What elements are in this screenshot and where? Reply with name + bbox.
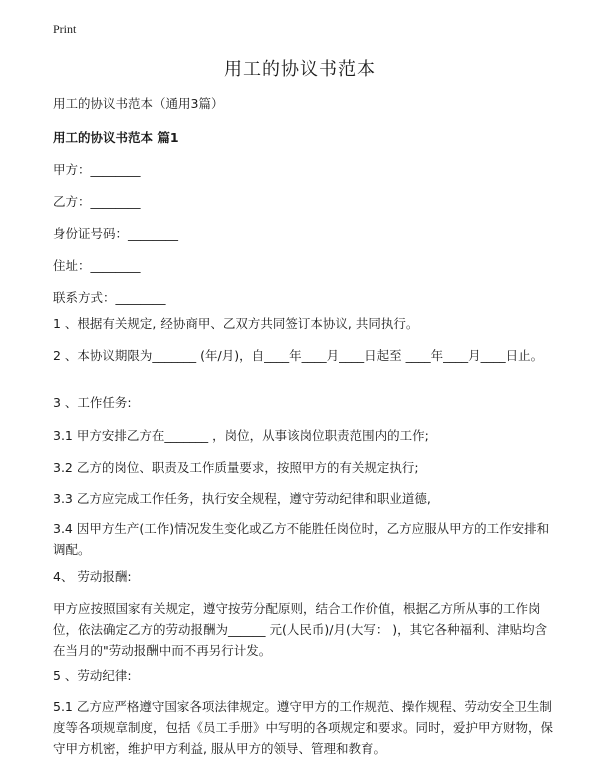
id-number-field: 身份证号码：________ (53, 226, 179, 241)
clause-4-body: 甲方应按照国家有关规定，遵守按劳分配原则，结合工作价值，根据乙方所从事的工作岗位，依法确定乙方的劳动报酬为______ 元(人民币)/月(大写： )，其它各种福利、津贴均含在当月的"劳动报酬中而不再另行计发。 (53, 601, 548, 658)
document-subtitle: 用工的协议书范本（通用3篇） (53, 96, 224, 111)
clause-2: 2 、本协议期限为_______ (年/月)，自____年____月____日起至 ____年____月____日止。 (53, 348, 544, 363)
party-a-field: 甲方：________ (53, 162, 141, 177)
address-field: 住址：________ (53, 258, 141, 273)
print-link[interactable]: Print (53, 22, 77, 36)
party-b-field: 乙方：________ (53, 194, 141, 209)
clause-5: 5 、劳动纪律: (53, 668, 132, 683)
document-title: 用工的协议书范本 (224, 59, 376, 80)
clause-5-1: 5.1 乙方应严格遵守国家各项法律规定。遵守甲方的工作规范、操作规程、劳动安全卫生制度等各项规章制度，包括《员工手册》中写明的各项规定和要求。同时，爱护甲方财物，保守甲方机密，维护甲方利益, 服从甲方的领导、管理和教育。 (53, 699, 554, 756)
clause-1: 1 、根据有关规定, 经协商甲、乙双方共同签订本协议, 共同执行。 (53, 316, 419, 331)
clause-3-2: 3.2 乙方的岗位、职责及工作质量要求，按照甲方的有关规定执行; (53, 460, 419, 475)
contact-field: 联系方式：________ (53, 290, 166, 305)
clause-3: 3 、工作任务: (53, 395, 132, 410)
section-heading: 用工的协议书范本 篇1 (53, 130, 179, 145)
clause-3-4: 3.4 因甲方生产(工作)情况发生变化或乙方不能胜任岗位时，乙方应服从甲方的工作安排和调配。 (53, 521, 550, 557)
clause-4: 4、 劳动报酬: (53, 569, 132, 584)
clause-3-1: 3.1 甲方安排乙方在_______ ，岗位，从事该岗位职责范围内的工作; (53, 428, 429, 443)
clause-3-3: 3.3 乙方应完成工作任务，执行安全规程，遵守劳动纪律和职业道德, (53, 491, 431, 506)
